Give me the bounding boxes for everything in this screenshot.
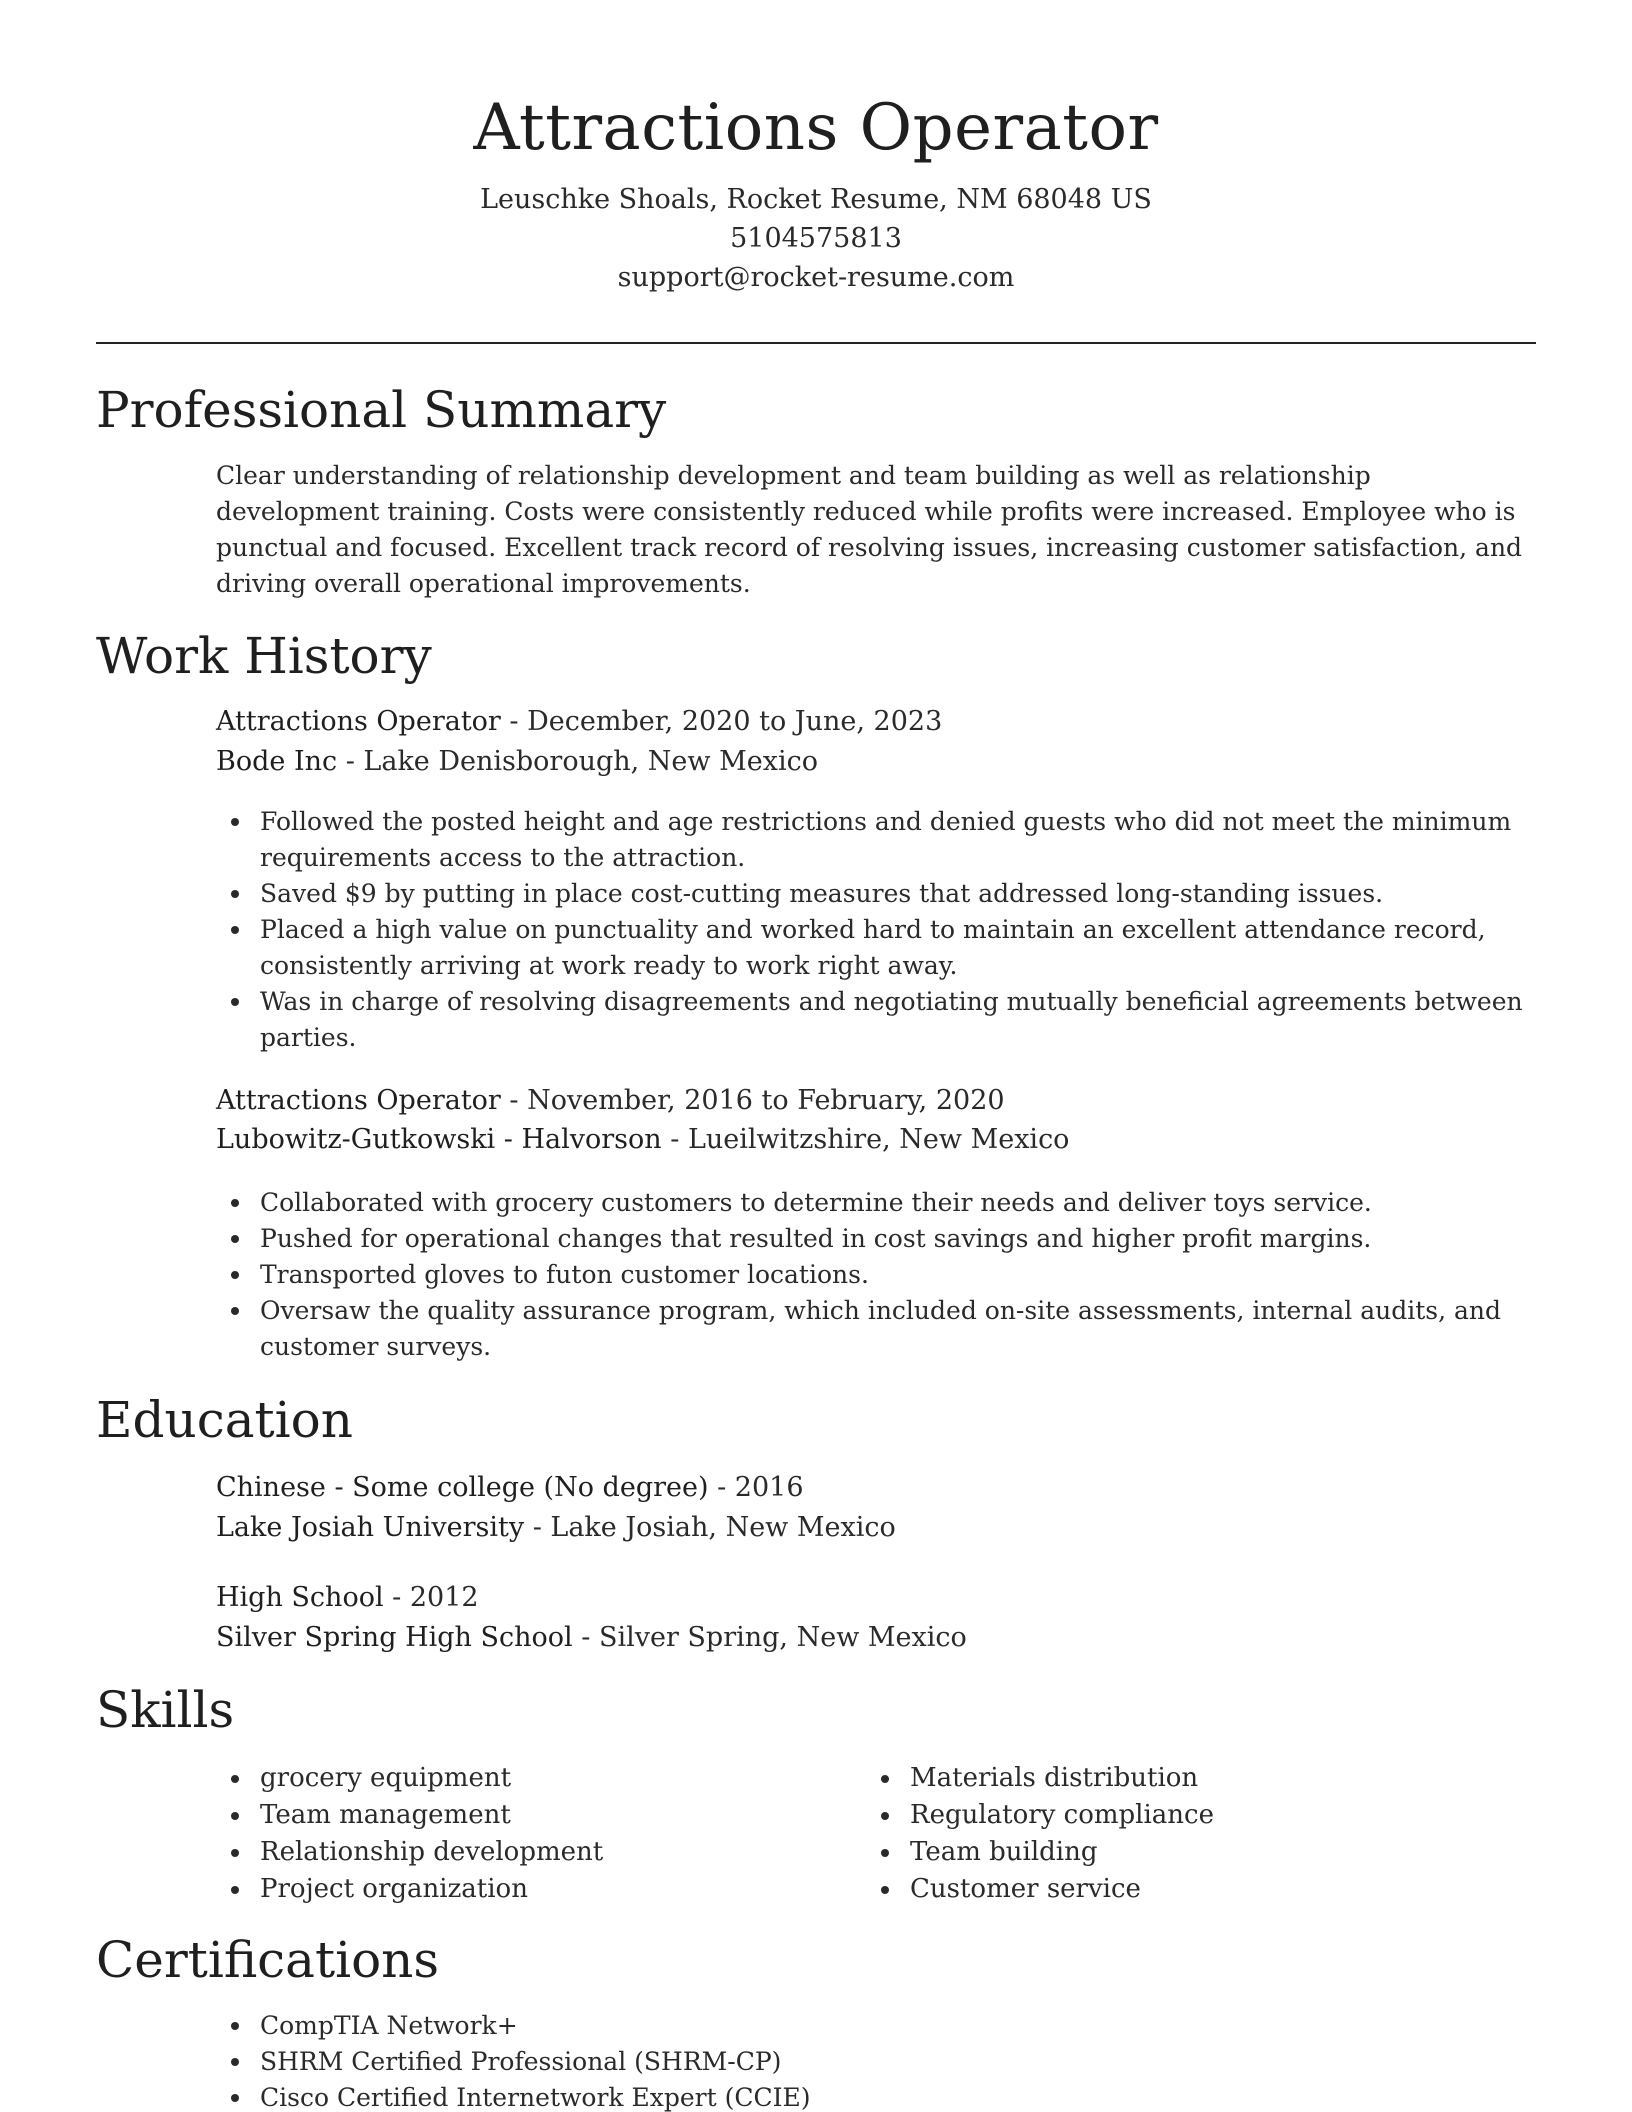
contact-info	[0, 180, 1632, 297]
education-degree: High School	[216, 1582, 384, 1613]
education-school-line	[216, 1509, 896, 1547]
education-heading: Education	[96, 1391, 353, 1449]
contact-email: support@rocket-resume.com	[617, 262, 1015, 293]
education-year: - 2016	[708, 1472, 804, 1503]
education-degree-line	[216, 1579, 479, 1617]
list-item: Cisco Certified Internetwork Expert (CCIE)	[216, 2080, 1536, 2112]
list-item: Pushed for operational changes that resulted in cost savings and higher profit margins.	[216, 1221, 1536, 1257]
education-school: Silver Spring High School	[216, 1622, 573, 1653]
education-location: - Lake Josiah, New Mexico	[524, 1512, 896, 1543]
list-item: Team building	[866, 1834, 1466, 1871]
education-school: Lake Josiah University	[216, 1512, 525, 1543]
list-item: Regulatory compliance	[866, 1797, 1466, 1834]
contact-phone: 5104575813	[730, 223, 902, 254]
list-item: Team management	[216, 1797, 816, 1834]
list-item: Transported gloves to futon customer locations.	[216, 1257, 1536, 1293]
skills-list-left	[216, 1760, 816, 1908]
list-item: Placed a high value on punctuality and worked hard to maintain an excellent attendance record, consistently arriving at work ready to work right away.	[216, 912, 1536, 984]
education-year: - 2012	[383, 1582, 479, 1613]
job-duties-list	[216, 1185, 1536, 1365]
list-item: grocery equipment	[216, 1760, 816, 1797]
job-role: Attractions Operator	[216, 1085, 501, 1116]
list-item: Customer service	[866, 1871, 1466, 1908]
contact-address: Leuschke Shoals, Rocket Resume, NM 68048 US	[480, 184, 1152, 215]
list-item: Was in charge of resolving disagreements and negotiating mutually beneficial agreements between parties.	[216, 984, 1536, 1056]
list-item: Materials distribution	[866, 1760, 1466, 1797]
education-location: - Silver Spring, New Mexico	[572, 1622, 967, 1653]
job-dates: - December, 2020 to June, 2023	[500, 706, 943, 737]
education-school-line	[216, 1619, 967, 1657]
summary-heading: Professional Summary	[96, 381, 667, 439]
job-company-line	[216, 1121, 1069, 1159]
job-company: Lubowitz-Gutkowski - Halvorson	[216, 1124, 662, 1155]
education-degree-line	[216, 1469, 804, 1507]
job-duties-list	[216, 804, 1536, 1056]
list-item: Oversaw the quality assurance program, which included on-site assessments, internal audits, and customer surveys.	[216, 1293, 1536, 1365]
job-dates: - November, 2016 to February, 2020	[500, 1085, 1005, 1116]
list-item: CompTIA Network+	[216, 2008, 1536, 2044]
job-title-line	[216, 1082, 1005, 1120]
work-history-heading: Work History	[96, 627, 432, 685]
job-role: Attractions Operator	[216, 706, 501, 737]
list-item: SHRM Certified Professional (SHRM-CP)	[216, 2044, 1536, 2080]
list-item: Followed the posted height and age restrictions and denied guests who did not meet the minimum requirements access to the attraction.	[216, 804, 1536, 876]
list-item: Project organization	[216, 1871, 816, 1908]
header-divider	[96, 342, 1536, 344]
certifications-list	[216, 2008, 1536, 2112]
resume-name: Attractions Operator	[473, 91, 1159, 165]
summary-text: Clear understanding of relationship development and team building as well as relationship development training. Costs were consistently reduced while profits were increased. Employee who is punctual and focused. Excellent track record of resolving issues, increasing customer satisfaction, and driving overall operational improvements.	[216, 461, 1523, 598]
list-item: Collaborated with grocery customers to determine their needs and deliver toys service.	[216, 1185, 1536, 1221]
education-degree: Chinese - Some college (No degree)	[216, 1472, 709, 1503]
list-item: Saved $9 by putting in place cost-cutting measures that addressed long-standing issues.	[216, 876, 1536, 912]
certifications-heading: Certifications	[96, 1931, 440, 1989]
skills-list-right	[866, 1760, 1466, 1908]
job-company: Bode Inc	[216, 746, 338, 777]
list-item: Relationship development	[216, 1834, 816, 1871]
job-company-line	[216, 743, 818, 781]
resume-header	[0, 0, 1632, 297]
job-location: - Lake Denisborough, New Mexico	[337, 746, 818, 777]
job-title-line	[216, 703, 942, 741]
skills-heading: Skills	[96, 1681, 235, 1739]
job-location: - Lueilwitzshire, New Mexico	[661, 1124, 1070, 1155]
